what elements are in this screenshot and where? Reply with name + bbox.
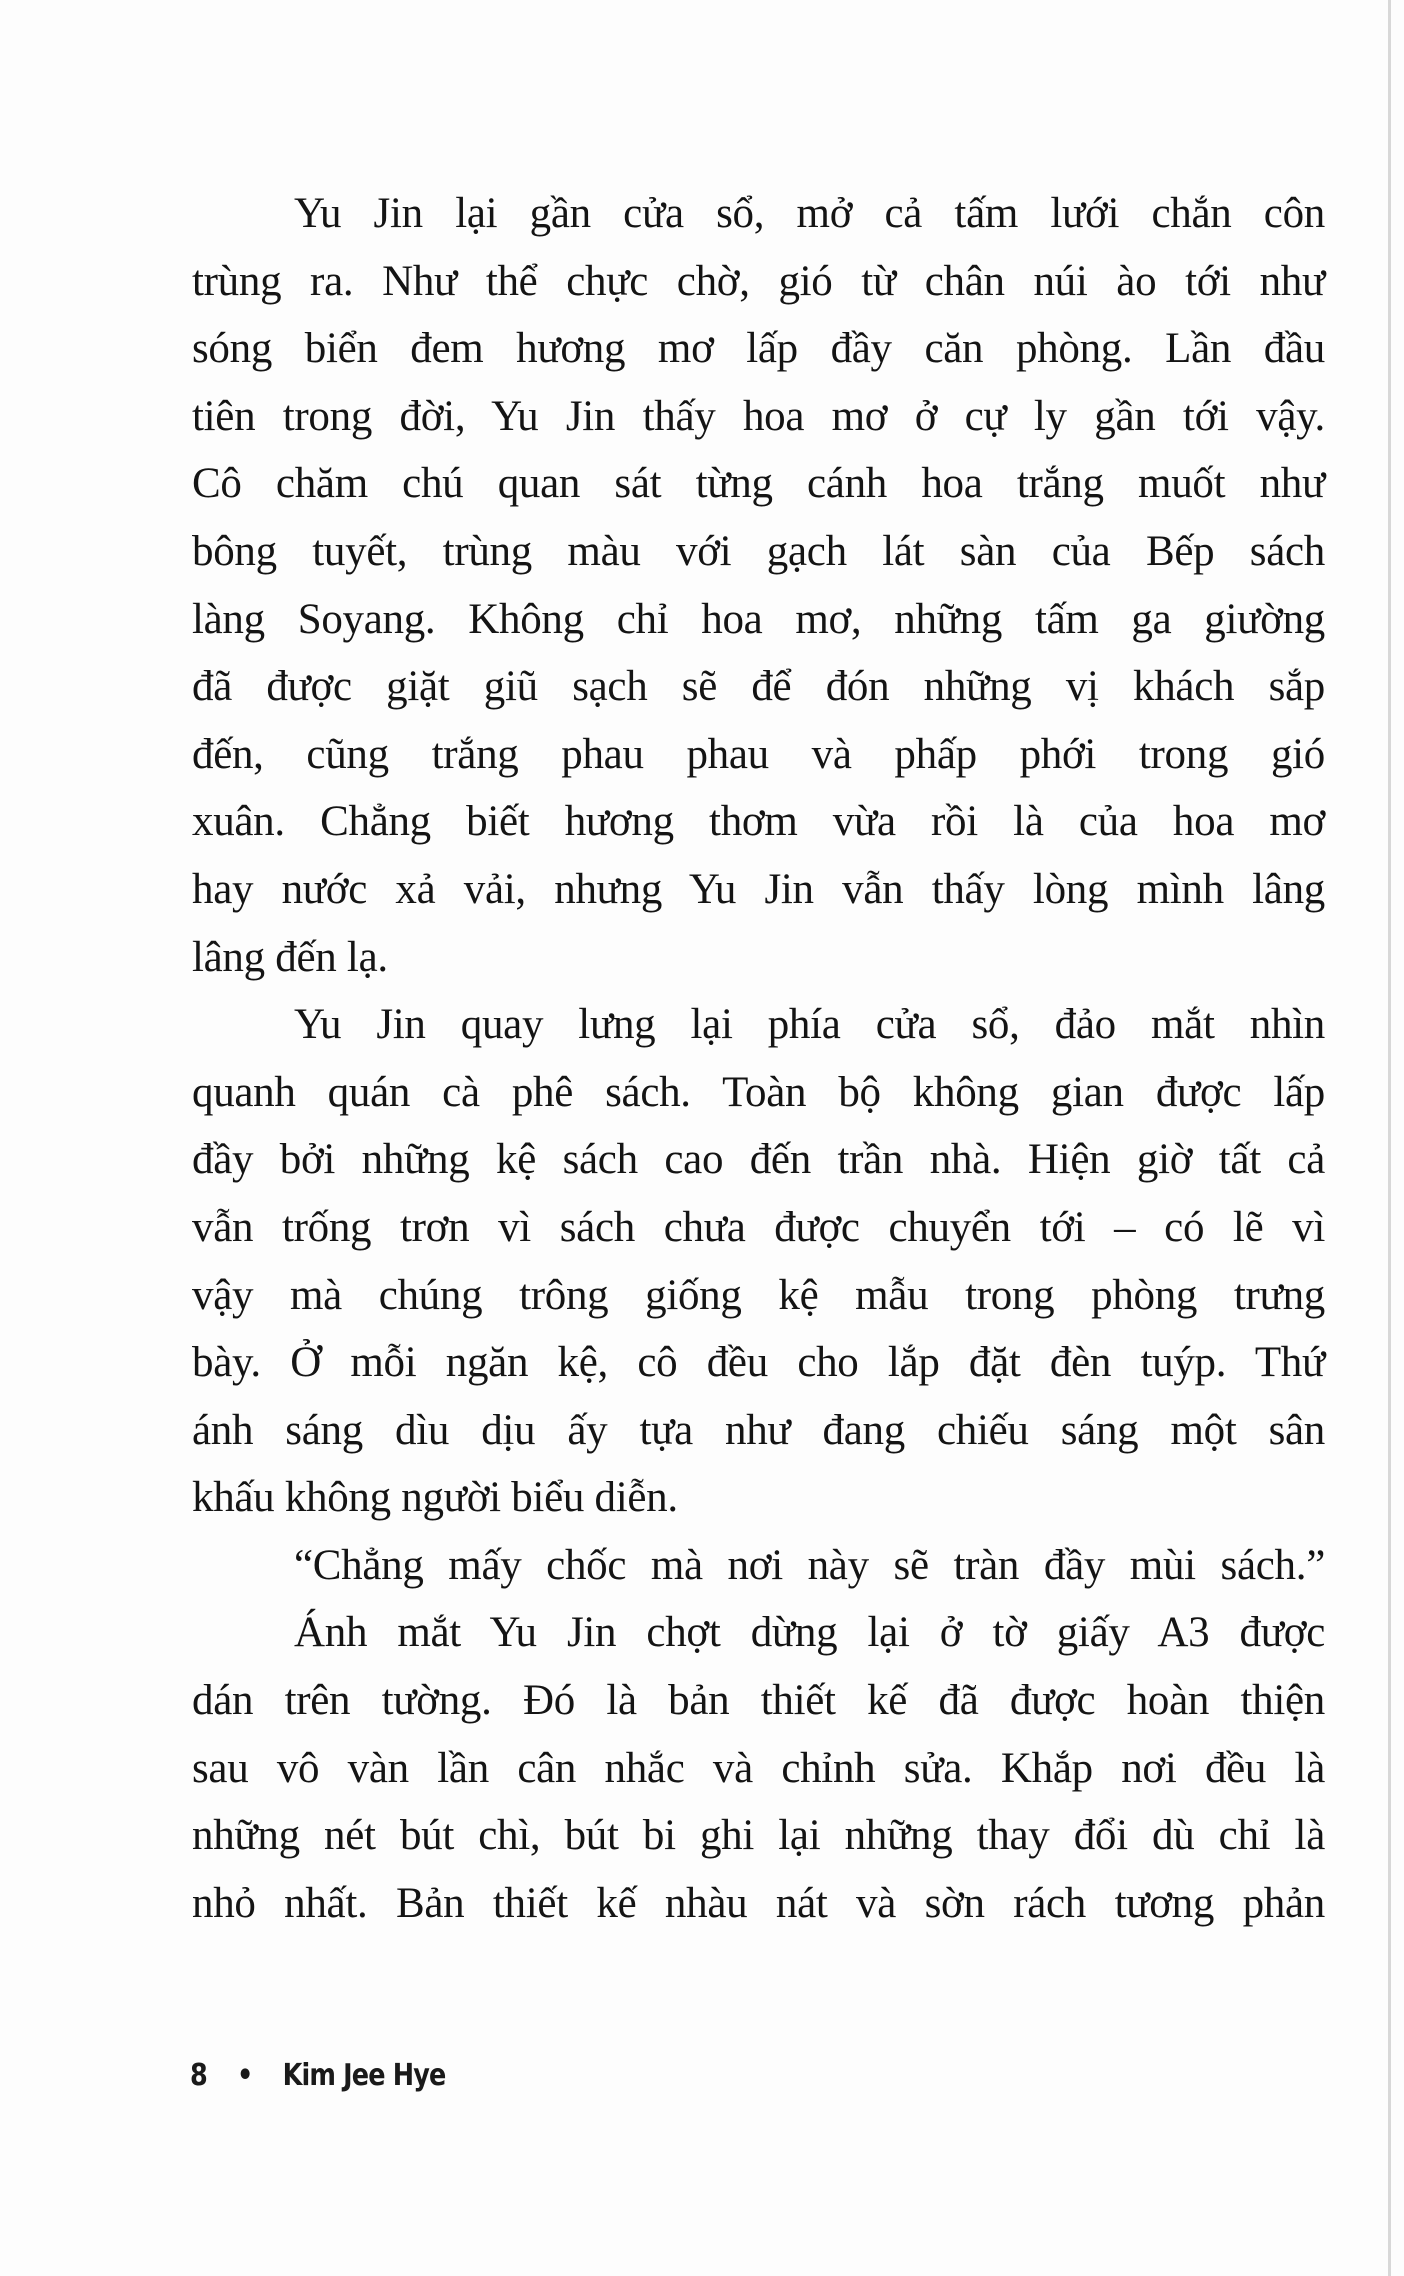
- text-line: vậy mà chúng trông giống kệ mẫu trong phòng trưng: [192, 1271, 1325, 1319]
- text-line: “Chẳng mấy chốc mà nơi này sẽ tràn đầy mùi sách.”: [294, 1541, 1325, 1589]
- text-line: xuân. Chẳng biết hương thơm vừa rồi là của hoa mơ: [192, 798, 1325, 846]
- text-line: vẫn trống trơn vì sách chưa được chuyển tới – có lẽ vì: [192, 1203, 1325, 1251]
- text-line: Yu Jin quay lưng lại phía cửa sổ, đảo mắt nhìn: [294, 1001, 1325, 1049]
- text-line: bông tuyết, trùng màu với gạch lát sàn của Bếp sách: [192, 527, 1325, 575]
- text-line: Cô chăm chú quan sát từng cánh hoa trắng muốt như: [192, 460, 1325, 508]
- text-line: đến, cũng trắng phau phau và phấp phới trong gió: [192, 730, 1325, 778]
- text-line: nhỏ nhất. Bản thiết kế nhàu nát và sờn rách tương phản: [192, 1879, 1325, 1927]
- text-line: đầy bởi những kệ sách cao đến trần nhà. Hiện giờ tất cả: [192, 1136, 1325, 1184]
- body-text: [192, 180, 1325, 1937]
- text-line: khấu không người biểu diễn.: [192, 1474, 678, 1522]
- author-name: Kim Jee Hye: [282, 2058, 446, 2093]
- text-line: tiên trong đời, Yu Jin thấy hoa mơ ở cự ly gần tới vậy.: [192, 392, 1325, 440]
- text-line: sóng biển đem hương mơ lấp đầy căn phòng. Lần đầu: [192, 325, 1325, 373]
- page-edge: [1388, 0, 1391, 2276]
- footer-separator: •: [237, 2058, 253, 2093]
- text-line: những nét bút chì, bút bi ghi lại những thay đổi dù chỉ là: [192, 1812, 1325, 1860]
- text-line: đã được giặt giũ sạch sẽ để đón những vị khách sắp: [192, 663, 1325, 711]
- page-footer: [190, 2058, 445, 2093]
- text-line: hay nước xả vải, nhưng Yu Jin vẫn thấy lòng mình lâng: [192, 865, 1325, 913]
- text-line: Ánh mắt Yu Jin chợt dừng lại ở tờ giấy A3 được: [294, 1609, 1325, 1657]
- text-line: dán trên tường. Đó là bản thiết kế đã được hoàn thiện: [192, 1677, 1325, 1725]
- text-line: sau vô vàn lần cân nhắc và chỉnh sửa. Khắp nơi đều là: [192, 1744, 1325, 1792]
- page-number: 8: [190, 2058, 207, 2093]
- text-line: quanh quán cà phê sách. Toàn bộ không gian được lấp: [192, 1068, 1325, 1116]
- text-line: Yu Jin lại gần cửa sổ, mở cả tấm lưới chắn côn: [294, 190, 1325, 237]
- text-line: trùng ra. Như thể chực chờ, gió từ chân núi ào tới như: [192, 257, 1325, 305]
- text-line: làng Soyang. Không chỉ hoa mơ, những tấm ga giường: [192, 595, 1325, 643]
- text-line: lâng đến lạ.: [192, 933, 388, 981]
- text-line: ánh sáng dìu dịu ấy tựa như đang chiếu sáng một sân: [192, 1406, 1325, 1454]
- text-line: bày. Ở mỗi ngăn kệ, cô đều cho lắp đặt đèn tuýp. Thứ: [192, 1339, 1325, 1387]
